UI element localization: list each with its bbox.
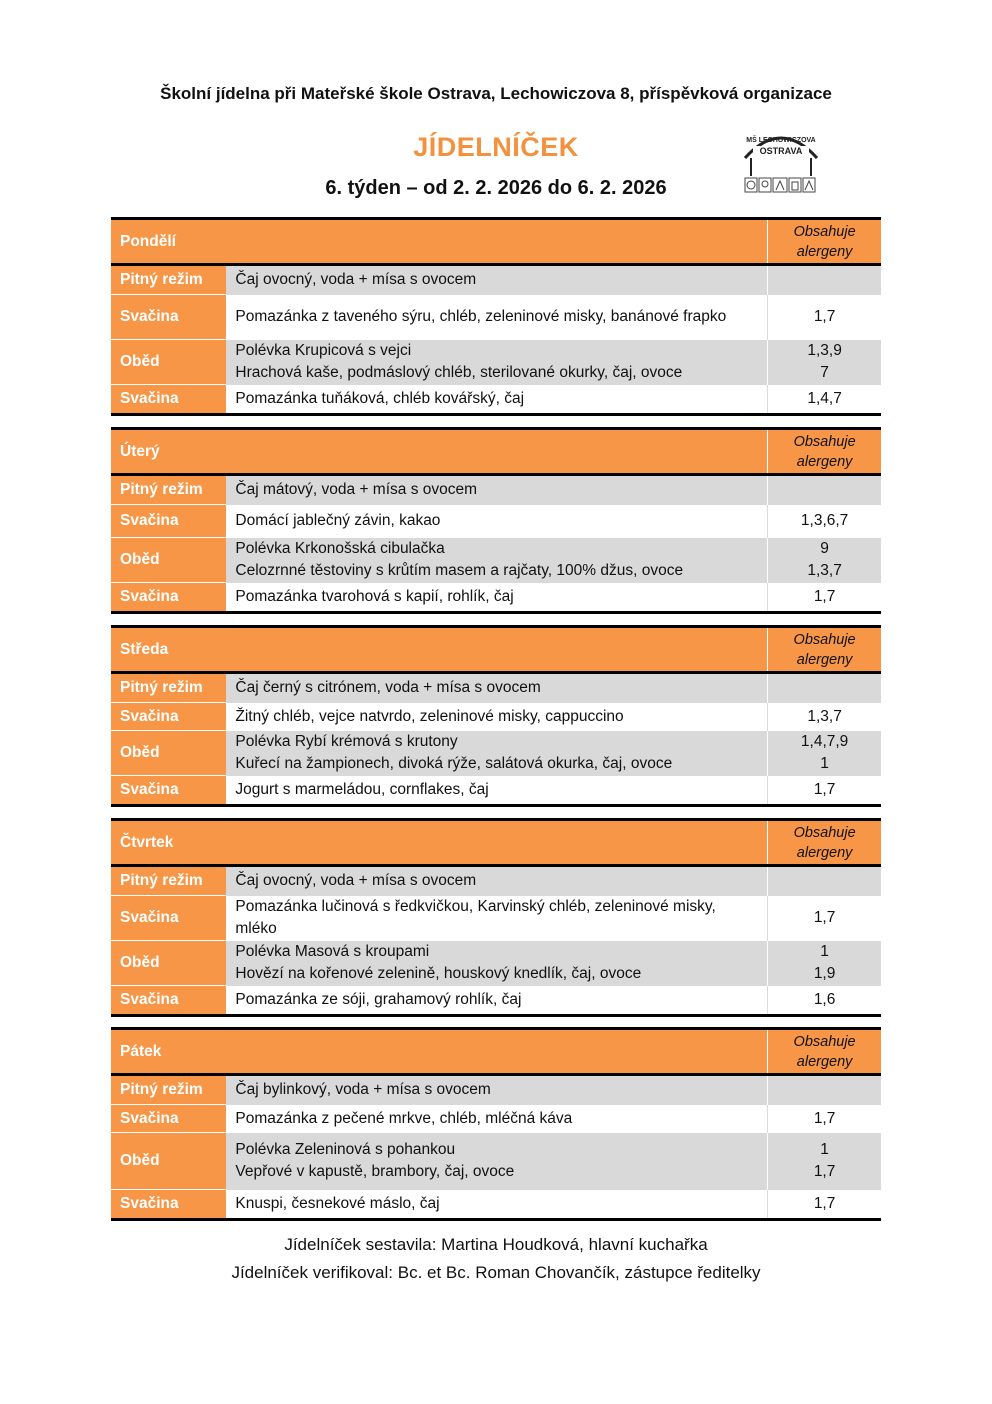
meal-label: Pitný režim (111, 673, 226, 703)
allergens-cell (768, 385, 881, 415)
dish-cell (226, 505, 767, 538)
allergens-header (768, 219, 881, 265)
meal-row (111, 1133, 881, 1190)
allergens-cell (768, 1133, 881, 1190)
allergens-value: 1,7 (813, 1194, 836, 1212)
meal-label: Oběd (111, 1133, 226, 1190)
meal-row (111, 340, 881, 385)
school-logo (741, 124, 821, 196)
meal-row (111, 703, 881, 731)
meal-row (111, 776, 881, 806)
meal-label: Svačina (111, 505, 226, 538)
day-name: Pátek (111, 1029, 768, 1075)
meal-label: Svačina (111, 896, 226, 941)
dish-text: Polévka Krupicová s vejci (235, 342, 412, 359)
meal-row (111, 986, 881, 1016)
allergens-value: 7 (820, 364, 829, 381)
allergens-value: 1,7 (813, 780, 836, 798)
allergens-cell (768, 1190, 881, 1220)
allergens-header-line2: alergeny (796, 1053, 853, 1070)
dish-cell (226, 1075, 767, 1105)
meal-label: Oběd (111, 731, 226, 776)
meal-row (111, 1190, 881, 1220)
dish-text: Domácí jablečný závin, kakao (235, 512, 441, 529)
day-name: Úterý (111, 429, 768, 475)
meal-row (111, 385, 881, 415)
dish-cell (226, 583, 767, 613)
meal-label: Pitný režim (111, 265, 226, 295)
dish-cell (226, 340, 767, 385)
meal-label: Pitný režim (111, 1075, 226, 1105)
allergens-cell (768, 340, 881, 385)
week-range: 6. týden – od 2. 2. 2026 do 6. 2. 2026 (325, 177, 667, 199)
allergens-header-line1: Obsahuje (793, 223, 856, 240)
allergens-cell (768, 776, 881, 806)
dish-text: Pomazánka z taveného sýru, chléb, zeleninové misky, banánové frapko (235, 308, 727, 325)
dish-cell (226, 673, 767, 703)
dish-text: Čaj bylinkový, voda + mísa s ovocem (235, 1081, 491, 1099)
allergens-cell (768, 731, 881, 776)
meal-row (111, 1105, 881, 1133)
meal-label: Svačina (111, 583, 226, 613)
meal-row (111, 866, 881, 896)
allergens-header (768, 429, 881, 475)
allergens-value: 1,7 (813, 308, 836, 325)
logo-text-top: MŠ LECHOWICZOVA (746, 137, 816, 144)
meal-row (111, 295, 881, 340)
day-header-row (111, 820, 881, 866)
allergens-value: 1,4,7,9 (800, 733, 849, 750)
allergens-value: 1,7 (813, 587, 836, 605)
allergens-cell (768, 475, 881, 505)
dish-text: Pomazánka z pečené mrkve, chléb, mléčná káva (235, 1109, 573, 1127)
meal-row (111, 673, 881, 703)
dish-text: Pomazánka ze sóji, grahamový rohlík, čaj (235, 990, 522, 1008)
logo-text-main: OSTRAVA (759, 146, 803, 156)
allergens-header-line2: alergeny (796, 453, 853, 470)
dish-text: Hovězí na kořenové zelenině, houskový knedlík, čaj, ovoce (235, 965, 642, 982)
allergens-header (768, 1029, 881, 1075)
meal-label: Pitný režim (111, 475, 226, 505)
allergens-header-line1: Obsahuje (793, 433, 856, 450)
meal-label: Svačina (111, 1190, 226, 1220)
footer-verified-by: Jídelníček verifikoval: Bc. et Bc. Roman Chovančík, zástupce ředitelky (231, 1263, 761, 1282)
meal-row (111, 265, 881, 295)
day-header-row (111, 627, 881, 673)
dish-cell (226, 265, 767, 295)
allergens-value: 1 (820, 755, 829, 772)
dish-text: Pomazánka tvarohová s kapií, rohlík, čaj (235, 587, 514, 605)
dish-text: Polévka Rybí krémová s krutony (235, 733, 458, 750)
meal-label: Svačina (111, 385, 226, 415)
dish-text: Kuřecí na žampionech, divoká rýže, salátová okurka, čaj, ovoce (235, 755, 673, 772)
dish-text: Polévka Krkonošská cibulačka (235, 540, 445, 557)
footer-compiled-by: Jídelníček sestavila: Martina Houdková, hlavní kuchařka (284, 1235, 708, 1254)
organization-name: Školní jídelna při Mateřské škole Ostrava, Lechowiczova 8, příspěvková organizace (160, 84, 832, 103)
allergens-cell (768, 583, 881, 613)
dish-cell (226, 295, 767, 340)
day-menu-table (111, 818, 881, 1017)
day-name: Čtvrtek (111, 820, 768, 866)
allergens-header-line1: Obsahuje (793, 824, 856, 841)
allergens-value: 9 (820, 540, 829, 557)
dish-cell (226, 896, 767, 941)
meal-label: Oběd (111, 340, 226, 385)
allergens-cell (768, 265, 881, 295)
allergens-header (768, 627, 881, 673)
dish-cell (226, 703, 767, 731)
day-menu-table (111, 1027, 881, 1221)
day-header-row (111, 219, 881, 265)
day-menu-table (111, 625, 881, 807)
allergens-cell (768, 538, 881, 583)
meal-label: Svačina (111, 703, 226, 731)
allergens-value: 1,7 (813, 1109, 836, 1127)
allergens-value: 1,3,9 (807, 342, 842, 359)
allergens-cell (768, 673, 881, 703)
day-menu-table (111, 427, 881, 614)
dish-text: Čaj černý s citrónem, voda + mísa s ovocem (235, 679, 541, 697)
dish-text: Žitný chléb, vejce natvrdo, zeleninové misky, cappuccino (235, 707, 624, 725)
allergens-value: 1,6 (813, 990, 836, 1008)
allergens-cell (768, 1075, 881, 1105)
meal-row (111, 475, 881, 505)
allergens-value: 1,3,6,7 (800, 512, 849, 529)
meal-label: Svačina (111, 295, 226, 340)
allergens-cell (768, 703, 881, 731)
meal-row (111, 731, 881, 776)
dish-text: Čaj ovocný, voda + mísa s ovocem (235, 271, 477, 289)
dish-cell (226, 1133, 767, 1190)
meal-label: Pitný režim (111, 866, 226, 896)
dish-cell (226, 731, 767, 776)
allergens-value: 1,3,7 (807, 562, 842, 579)
meal-row (111, 538, 881, 583)
dish-text: Pomazánka lučinová s ředkvičkou, Karvinský chléb, zeleninové misky, mléko (235, 898, 716, 937)
meal-label: Svačina (111, 986, 226, 1016)
allergens-header-line1: Obsahuje (793, 1033, 856, 1050)
dish-text: Čaj mátový, voda + mísa s ovocem (235, 481, 478, 499)
day-name: Středa (111, 627, 768, 673)
allergens-header-line2: alergeny (796, 651, 853, 668)
meal-row (111, 1075, 881, 1105)
allergens-header-line2: alergeny (796, 243, 853, 260)
dish-cell (226, 1105, 767, 1133)
dish-text: Pomazánka tuňáková, chléb kovářský, čaj (235, 389, 525, 407)
allergens-value: 1,4,7 (807, 389, 842, 407)
meal-row (111, 941, 881, 986)
page-title: JÍDELNÍČEK (413, 132, 579, 162)
day-name: Pondělí (111, 219, 768, 265)
allergens-cell (768, 986, 881, 1016)
dish-text: Čaj ovocný, voda + mísa s ovocem (235, 872, 477, 890)
dish-text: Vepřové v kapustě, brambory, čaj, ovoce (235, 1163, 515, 1180)
dish-cell (226, 538, 767, 583)
allergens-cell (768, 295, 881, 340)
allergens-header-line2: alergeny (796, 844, 853, 861)
allergens-cell (768, 505, 881, 538)
allergens-cell (768, 941, 881, 986)
allergens-cell (768, 866, 881, 896)
allergens-header (768, 820, 881, 866)
dish-text: Polévka Zeleninová s pohankou (235, 1141, 456, 1158)
meal-label: Oběd (111, 538, 226, 583)
meal-label: Svačina (111, 776, 226, 806)
allergens-value: 1,9 (813, 965, 836, 982)
allergens-value: 1,3,7 (807, 707, 842, 725)
dish-cell (226, 776, 767, 806)
dish-cell (226, 475, 767, 505)
dish-text: Celozrnné těstoviny s krůtím masem a rajčaty, 100% džus, ovoce (235, 562, 684, 579)
allergens-cell (768, 896, 881, 941)
day-header-row (111, 429, 881, 475)
day-header-row (111, 1029, 881, 1075)
day-menu-table (111, 217, 881, 416)
meal-row (111, 896, 881, 941)
dish-cell (226, 1190, 767, 1220)
allergens-value: 1,7 (813, 909, 836, 926)
dish-cell (226, 866, 767, 896)
meal-row (111, 583, 881, 613)
meal-row (111, 505, 881, 538)
dish-cell (226, 385, 767, 415)
allergens-value: 1 (820, 1141, 829, 1158)
dish-text: Knuspi, česnekové máslo, čaj (235, 1194, 440, 1212)
dish-cell (226, 986, 767, 1016)
dish-text: Polévka Masová s kroupami (235, 943, 430, 960)
allergens-header-line1: Obsahuje (793, 631, 856, 648)
meal-label: Svačina (111, 1105, 226, 1133)
dish-cell (226, 941, 767, 986)
allergens-cell (768, 1105, 881, 1133)
dish-text: Jogurt s marmeládou, cornflakes, čaj (235, 780, 489, 798)
dish-text: Hrachová kaše, podmáslový chléb, sterilované okurky, čaj, ovoce (235, 364, 683, 381)
allergens-value: 1,7 (813, 1163, 836, 1180)
allergens-value: 1 (820, 943, 829, 960)
meal-label: Oběd (111, 941, 226, 986)
